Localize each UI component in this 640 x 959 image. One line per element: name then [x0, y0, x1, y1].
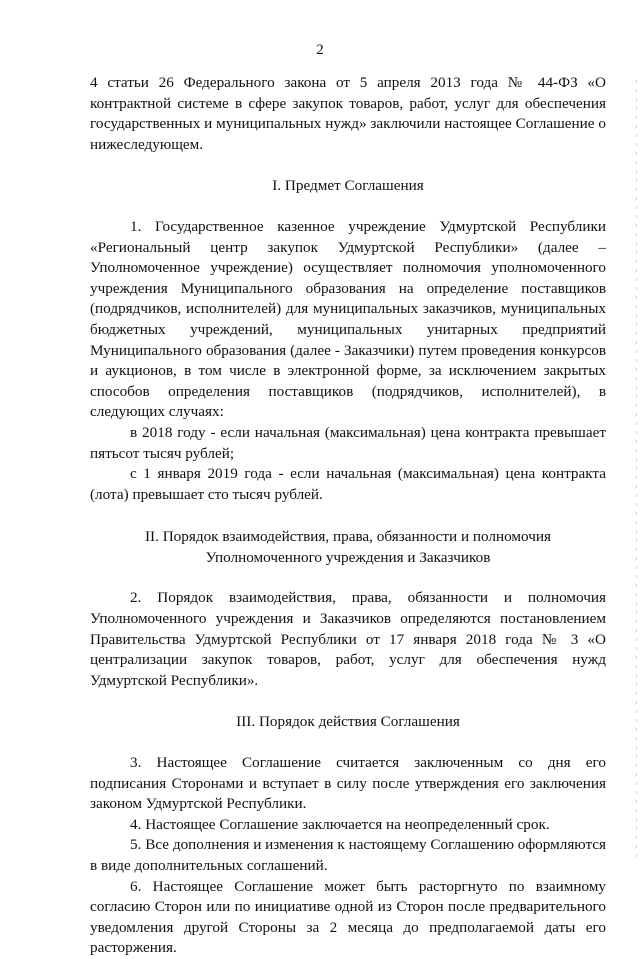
- section-2-heading-line-2: Уполномоченного учреждения и Заказчиков: [205, 548, 491, 566]
- section-3-paragraph-4: 4. Настоящее Соглашение заключается на неопределенный срок.: [130, 815, 550, 833]
- section-2-heading-line-1: II. Порядок взаимодействия, права, обязанности и полномочия: [145, 528, 551, 546]
- page-number: 2: [316, 42, 324, 58]
- section-1-paragraph-3: с 1 января 2019 года - если начальная (максимальная) цена контракта (лота) превышает сто тысяч рублей.: [90, 465, 606, 503]
- section-3-paragraph-3: 3. Настоящее Соглашение считается заключенным со дня его подписания Сторонами и вступает в силу после утверждения его заключения законом Удмуртской Республики.: [90, 754, 606, 813]
- section-3-paragraph-6: 6. Настоящее Соглашение может быть расторгнуто по взаимному согласию Сторон или по инициативе одной из Сторон после предварительного уведомления другой Стороны за 2 месяца до предполагаемой даты его расторжения.: [90, 877, 606, 957]
- document-body: [90, 73, 606, 959]
- section-3-heading: III. Порядок действия Соглашения: [236, 713, 460, 731]
- section-3-paragraph-5: 5. Все дополнения и изменения к настоящему Соглашению оформляются в виде дополнительных соглашений.: [90, 836, 606, 874]
- section-2-heading: [90, 527, 606, 568]
- section-1-paragraph-2: в 2018 году - если начальная (максимальная) цена контракта превышает пятьсот тысяч рублей;: [90, 423, 606, 462]
- section-1-paragraph-1: 1. Государственное казенное учреждение Удмуртской Республики «Региональный центр закупок Удмуртской Республики» (далее – Уполномоченное учреждение) осуществляет полномочия уполномоченного учреждения Муниципального образования на определение поставщиков (подрядчиков, исполнителей) для муниципальных заказчиков, муниципальных бюджетных учреждений, муниципальных унитарных предприятий Муниципального образования (далее - Заказчики) путем проведения конкурсов и аукционов, в том числе в электронной форме, за исключением закрытых способов определения поставщиков (подрядчиков, исполнителей), в следующих случаях:: [90, 217, 606, 421]
- scan-edge-artifact: [636, 80, 637, 860]
- intro-paragraph: 4 статьи 26 Федерального закона от 5 апреля 2013 года № 44-ФЗ «О контрактной системе в сфере закупок товаров, работ, услуг для обеспечения государственных и муниципальных нужд» заключили настоящее Соглашение о нижеследующем.: [90, 74, 606, 153]
- section-1-heading: I. Предмет Соглашения: [272, 177, 424, 195]
- section-2-paragraph-1: 2. Порядок взаимодействия, права, обязанности и полномочия Уполномоченного учреждения и Заказчиков определяются постановлением Правительства Удмуртской Республики от 17 января 2018 года № 3 «О централизации закупок товаров, работ, услуг для обеспечения нужд Удмуртской Республики».: [90, 589, 606, 689]
